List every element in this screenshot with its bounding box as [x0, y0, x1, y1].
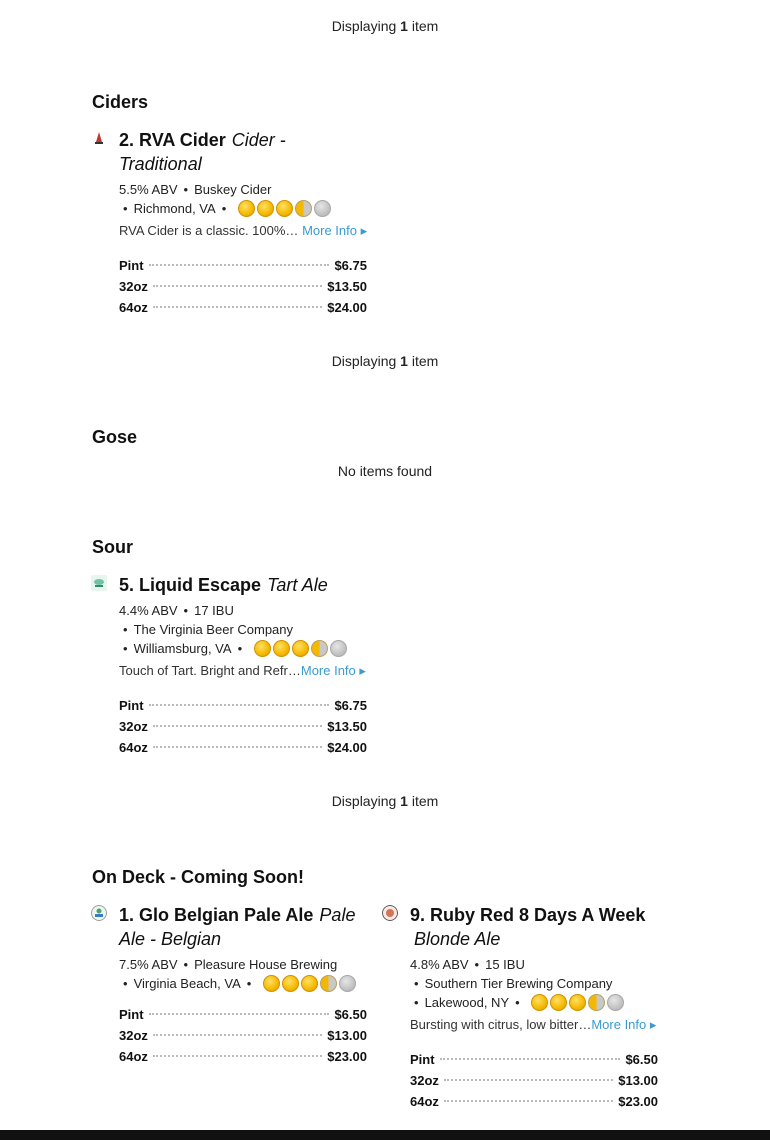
price-list — [410, 1052, 658, 1115]
price-row: 32oz $13.50 — [119, 279, 367, 294]
item-meta: 4.4% ABV • 17 IBU • The Virginia Beer Company • Williamsburg, VA • — [119, 601, 367, 658]
item-location: Virginia Beach, VA — [133, 976, 241, 991]
item-name[interactable]: 9. Ruby Red 8 Days A Week — [410, 905, 646, 925]
item-style: Blonde Ale — [414, 929, 501, 949]
more-info-link[interactable]: More Info ▸ — [300, 663, 366, 678]
section-title-ciders: Ciders — [92, 92, 149, 112]
item-name[interactable]: 2. RVA Cider — [119, 130, 226, 150]
item-abv: 5.5% ABV — [119, 182, 178, 197]
section-title-sour: Sour — [92, 537, 134, 557]
rating-coins — [238, 200, 331, 217]
price-list — [119, 698, 367, 761]
item-title[interactable] — [119, 128, 367, 176]
rating-coin-icon — [282, 975, 299, 992]
rating-coin-icon — [254, 640, 271, 657]
item-abv: 7.5% ABV — [119, 957, 178, 972]
price-row: 32oz $13.00 — [410, 1073, 658, 1088]
rating-coin-icon — [263, 975, 280, 992]
more-info-link[interactable]: More Info ▸ — [591, 1017, 657, 1032]
brewery-logo-icon — [382, 905, 398, 921]
item-abv: 4.4% ABV — [119, 603, 178, 618]
section-title-gose: Gose — [92, 427, 138, 447]
rating-coin-icon — [588, 994, 605, 1011]
rating-coins — [531, 994, 624, 1011]
item-style: Tart Ale — [267, 575, 328, 595]
displaying-count-top: Displaying 1 item — [331, 18, 439, 34]
item-style: Cider - Traditional — [119, 130, 286, 174]
rating-coin-icon — [273, 640, 290, 657]
rating-coin-icon — [314, 200, 331, 217]
price-row: Pint $6.75 — [119, 258, 367, 273]
price-list — [119, 258, 367, 321]
menu-item-rva-cider[interactable] — [119, 128, 367, 321]
rating-coin-icon — [320, 975, 337, 992]
item-brewery: Buskey Cider — [194, 182, 272, 197]
section-title-on-deck: On Deck - Coming Soon! — [92, 867, 305, 887]
item-location: Lakewood, NY — [424, 995, 510, 1010]
price-row: 32oz $13.50 — [119, 719, 367, 734]
rating-coin-icon — [292, 640, 309, 657]
item-description: RVA Cider is a classic. 100%… More Info ▸ — [119, 223, 368, 238]
item-abv: 4.8% ABV — [410, 957, 469, 972]
rating-coin-icon — [330, 640, 347, 657]
brewery-logo-icon — [91, 905, 107, 921]
displaying-count-sour: Displaying 1 item — [331, 793, 439, 809]
item-name[interactable]: 5. Liquid Escape — [119, 575, 262, 595]
price-row: 64oz $24.00 — [119, 740, 367, 755]
item-location: Richmond, VA — [133, 201, 216, 216]
price-row: Pint $6.50 — [119, 1007, 367, 1022]
displaying-count-ciders: Displaying 1 item — [331, 353, 439, 369]
rating-coin-icon — [295, 200, 312, 217]
brewery-logo-icon — [91, 575, 107, 591]
price-row: 32oz $13.00 — [119, 1028, 367, 1043]
item-title[interactable] — [410, 903, 658, 951]
item-brewery: Southern Tier Brewing Company — [424, 976, 613, 991]
menu-item-liquid-escape[interactable] — [119, 573, 367, 761]
item-meta: 4.8% ABV • 15 IBU • Southern Tier Brewing Company • Lakewood, NY • — [410, 955, 658, 1012]
menu-item-ruby-red-8-days-a-week[interactable] — [410, 903, 658, 1115]
cider-logo-icon — [91, 130, 107, 146]
rating-coin-icon — [311, 640, 328, 657]
rating-coin-icon — [607, 994, 624, 1011]
no-items-message: No items found — [337, 463, 433, 479]
price-row: 64oz $23.00 — [410, 1094, 658, 1109]
rating-coin-icon — [531, 994, 548, 1011]
more-info-link[interactable]: More Info ▸ — [302, 223, 368, 238]
item-ibu: 17 IBU — [194, 603, 234, 618]
rating-coin-icon — [257, 200, 274, 217]
price-row: 64oz $24.00 — [119, 300, 367, 315]
item-title[interactable] — [119, 573, 367, 597]
footer-bar — [0, 1130, 770, 1140]
rating-coin-icon — [550, 994, 567, 1011]
menu-item-glo-belgian-pale-ale[interactable] — [119, 903, 367, 1070]
item-title[interactable] — [119, 903, 367, 951]
item-description: Touch of Tart. Bright and Refr…More Info ▸ — [119, 663, 366, 678]
item-location: Williamsburg, VA — [133, 641, 232, 656]
item-brewery: Pleasure House Brewing — [194, 957, 338, 972]
item-ibu: 15 IBU — [485, 957, 525, 972]
rating-coin-icon — [339, 975, 356, 992]
price-row: 64oz $23.00 — [119, 1049, 367, 1064]
price-list — [119, 1007, 367, 1070]
price-row: Pint $6.50 — [410, 1052, 658, 1067]
item-description: Bursting with citrus, low bitter…More Info ▸ — [410, 1017, 657, 1032]
item-meta: 7.5% ABV • Pleasure House Brewing • Virginia Beach, VA • — [119, 955, 367, 993]
item-brewery: The Virginia Beer Company — [133, 622, 294, 637]
price-row: Pint $6.75 — [119, 698, 367, 713]
item-meta: 5.5% ABV • Buskey Cider • Richmond, VA • — [119, 180, 367, 218]
rating-coin-icon — [276, 200, 293, 217]
item-name[interactable]: 1. Glo Belgian Pale Ale — [119, 905, 314, 925]
rating-coins — [254, 640, 347, 657]
rating-coin-icon — [569, 994, 586, 1011]
rating-coin-icon — [238, 200, 255, 217]
rating-coin-icon — [301, 975, 318, 992]
rating-coins — [263, 975, 356, 992]
item-style: Pale Ale - Belgian — [119, 905, 356, 949]
